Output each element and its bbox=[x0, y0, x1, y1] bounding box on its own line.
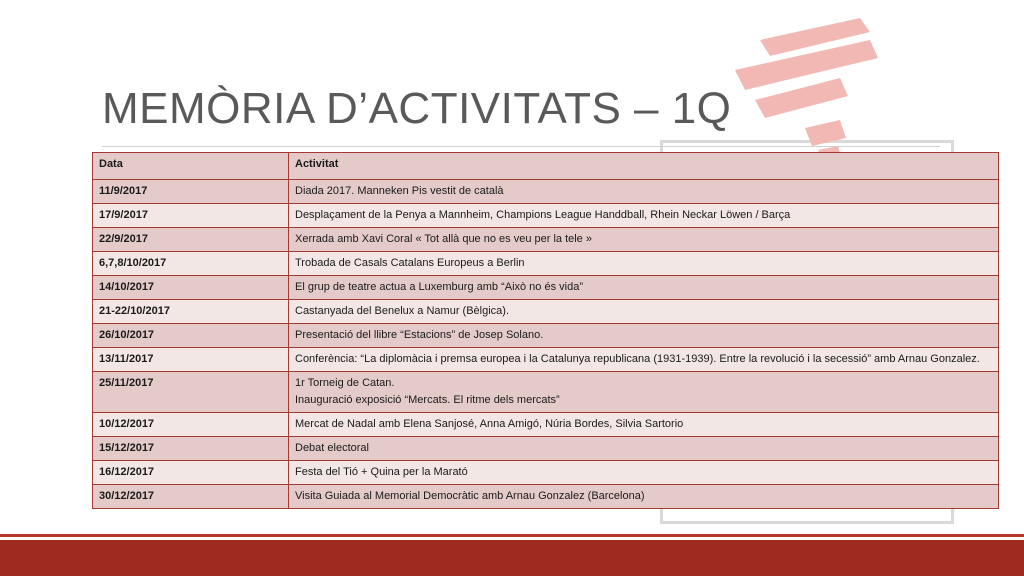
title-divider bbox=[102, 146, 940, 147]
table-row bbox=[93, 276, 999, 300]
table-row bbox=[93, 300, 999, 324]
activities-table bbox=[92, 152, 999, 509]
row-activity: Festa del Tió + Quina per la Marató bbox=[289, 461, 999, 485]
footer-bar bbox=[0, 540, 1024, 576]
row-date: 16/12/2017 bbox=[93, 461, 289, 485]
activities-table-container bbox=[92, 152, 998, 509]
table-row bbox=[93, 461, 999, 485]
slide-title: MEMÒRIA D’ACTIVITATS – 1Q bbox=[102, 84, 732, 133]
row-date: 13/11/2017 bbox=[93, 348, 289, 372]
row-date: 22/9/2017 bbox=[93, 228, 289, 252]
row-date: 15/12/2017 bbox=[93, 437, 289, 461]
footer-accent-line bbox=[0, 534, 1024, 537]
header-date: Data bbox=[93, 153, 289, 180]
row-date: 11/9/2017 bbox=[93, 180, 289, 204]
row-activity bbox=[289, 372, 999, 413]
table-row bbox=[93, 324, 999, 348]
row-activity: Visita Guiada al Memorial Democràtic amb Arnau Gonzalez (Barcelona) bbox=[289, 485, 999, 509]
row-activity: Mercat de Nadal amb Elena Sanjosé, Anna Amigó, Núria Bordes, Silvia Sartorio bbox=[289, 413, 999, 437]
row-date: 10/12/2017 bbox=[93, 413, 289, 437]
table-row bbox=[93, 413, 999, 437]
table-row bbox=[93, 485, 999, 509]
table-row bbox=[93, 180, 999, 204]
row-activity: Presentació del llibre “Estacions” de Josep Solano. bbox=[289, 324, 999, 348]
row-activity: Diada 2017. Manneken Pis vestit de català bbox=[289, 180, 999, 204]
row-activity: Debat electoral bbox=[289, 437, 999, 461]
row-activity: Castanyada del Benelux a Namur (Bèlgica). bbox=[289, 300, 999, 324]
row-date: 14/10/2017 bbox=[93, 276, 289, 300]
table-header-row bbox=[93, 153, 999, 180]
row-activity-line: 1r Torneig de Catan. bbox=[295, 377, 395, 389]
row-activity: Conferència: “La diplomàcia i premsa europea i la Catalunya republicana (1931-1939). Entre la revolució i la secessió” amb Arnau Gonzalez. bbox=[289, 348, 999, 372]
row-date: 6,7,8/10/2017 bbox=[93, 252, 289, 276]
row-activity: Desplaçament de la Penya a Mannheim, Champions League Handdball, Rhein Neckar Löwen / Barça bbox=[289, 204, 999, 228]
row-date: 17/9/2017 bbox=[93, 204, 289, 228]
row-activity: Trobada de Casals Catalans Europeus a Berlin bbox=[289, 252, 999, 276]
row-date: 30/12/2017 bbox=[93, 485, 289, 509]
table-row bbox=[93, 372, 999, 413]
table-row bbox=[93, 348, 999, 372]
row-activity: Xerrada amb Xavi Coral « Tot allà que no es veu per la tele » bbox=[289, 228, 999, 252]
row-date: 26/10/2017 bbox=[93, 324, 289, 348]
table-row bbox=[93, 437, 999, 461]
header-activity: Activitat bbox=[289, 153, 999, 180]
table-row bbox=[93, 228, 999, 252]
row-date: 25/11/2017 bbox=[93, 372, 289, 413]
row-date: 21-22/10/2017 bbox=[93, 300, 289, 324]
row-activity-line: Inauguració exposició “Mercats. El ritme dels mercats” bbox=[295, 394, 560, 406]
row-activity: El grup de teatre actua a Luxemburg amb “Això no és vida” bbox=[289, 276, 999, 300]
table-row bbox=[93, 252, 999, 276]
table-row bbox=[93, 204, 999, 228]
